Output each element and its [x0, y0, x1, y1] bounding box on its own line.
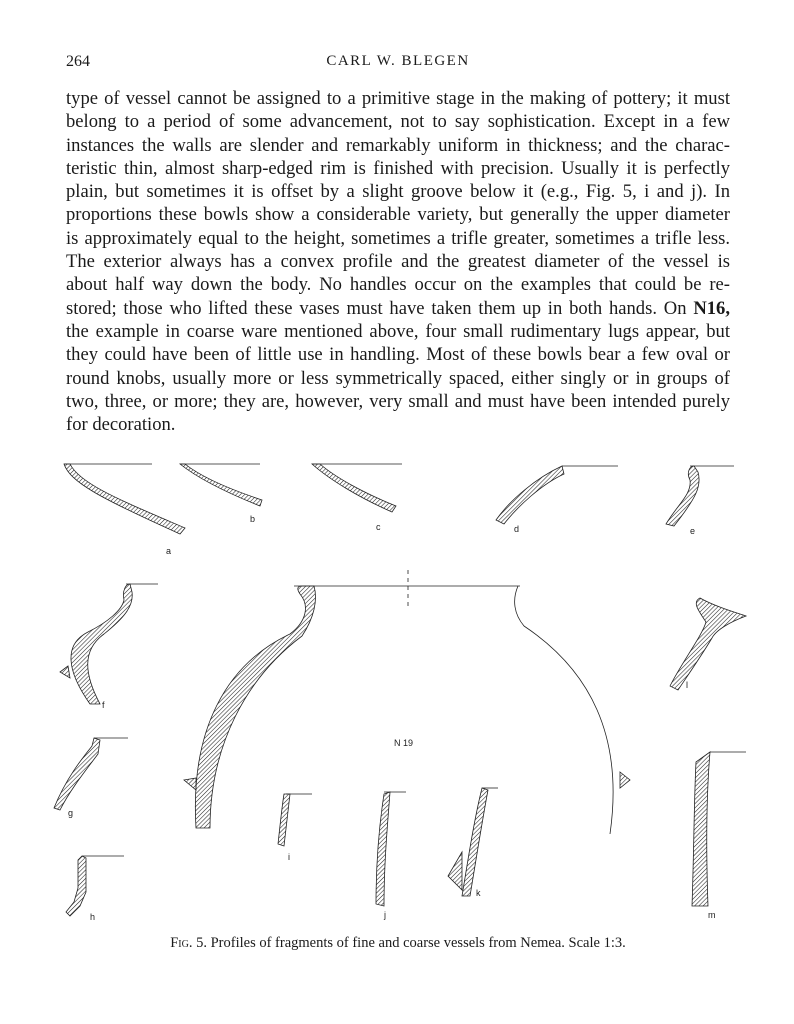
label-b: b: [250, 514, 256, 524]
profile-b: [180, 464, 262, 524]
text-line: they could have been of little use in handling. Most of these bowls bear a few oval or: [66, 344, 730, 366]
text-line: belong to a period of some advancement, not to say sophistication. Except in a few: [66, 111, 730, 133]
label-f: f: [102, 700, 105, 710]
label-a: a: [166, 546, 172, 556]
caption-fig-prefix: Fig. 5.: [170, 935, 207, 951]
page-number: 264: [66, 53, 90, 70]
text-line: type of vessel cannot be assigned to a primitive stage in the making of pottery; it must: [66, 88, 730, 109]
text-line: for decoration.: [66, 414, 176, 436]
label-m: m: [708, 910, 716, 920]
text-line: The exterior always has a convex profile and the greatest diameter of the vessel is: [66, 251, 730, 273]
text-line-part: stored; those who lifted these vases must have taken them up in both hands. On: [66, 297, 694, 319]
label-n19: N 19: [394, 738, 414, 748]
bold-reference: N16,: [693, 297, 730, 319]
profile-d: [496, 466, 618, 534]
text-line: round knobs, usually more or less symmetrically spaced, either singly or in groups of: [66, 367, 730, 389]
text-line: [66, 297, 730, 320]
profile-g: [54, 738, 128, 818]
label-d: d: [514, 524, 520, 534]
label-j: j: [384, 910, 386, 920]
profile-e: [666, 466, 734, 536]
text-line: proportions these bowls show a considerable variety, but generally the upper diameter: [66, 204, 730, 226]
label-k: k: [476, 888, 481, 898]
text-line: teristic thin, almost sharp-edged rim is finished with precision. Usually it is perfectly: [66, 157, 730, 179]
body-paragraph: [66, 87, 730, 436]
profile-f: [60, 584, 158, 710]
profile-h: [66, 856, 124, 922]
label-e: e: [690, 526, 696, 536]
label-i: i: [288, 852, 290, 862]
text-line: about half way down the body. No handles occur on the examples that could be re-: [66, 274, 730, 296]
profile-c: [312, 464, 402, 532]
label-c: c: [376, 522, 381, 532]
profile-j: [376, 792, 406, 920]
label-g: g: [68, 808, 74, 818]
text-line: plain, but sometimes it is offset by a slight groove below it (e.g., Fig. 5, i and j). In: [66, 181, 730, 203]
profiles-drawing: [30, 450, 770, 925]
caption-text: Profiles of fragments of fine and coarse vessels from Nemea. Scale 1:3.: [206, 935, 626, 951]
profile-l: [670, 598, 746, 690]
label-l: l: [686, 680, 688, 690]
running-head: CARL W. BLEGEN: [326, 53, 470, 69]
page-header: [66, 53, 730, 75]
text-line: the example in coarse ware mentioned above, four small rudimentary lugs appear, but: [66, 320, 730, 342]
profile-i: [278, 794, 312, 862]
profile-n19: [184, 570, 630, 834]
profile-a: [64, 464, 185, 556]
profile-m: [692, 752, 746, 920]
profile-k: [448, 788, 498, 898]
text-line: instances the walls are slender and remarkably uniform in thickness; and the charac-: [66, 134, 730, 156]
figure-caption: [66, 935, 730, 952]
text-line: two, three, or more; they are, however, very small and must have been intended purely: [66, 390, 730, 412]
figure-5: [30, 450, 770, 925]
text-line: is approximately equal to the height, sometimes a trifle greater, sometimes a trifle less.: [66, 227, 730, 249]
label-h: h: [90, 912, 96, 922]
